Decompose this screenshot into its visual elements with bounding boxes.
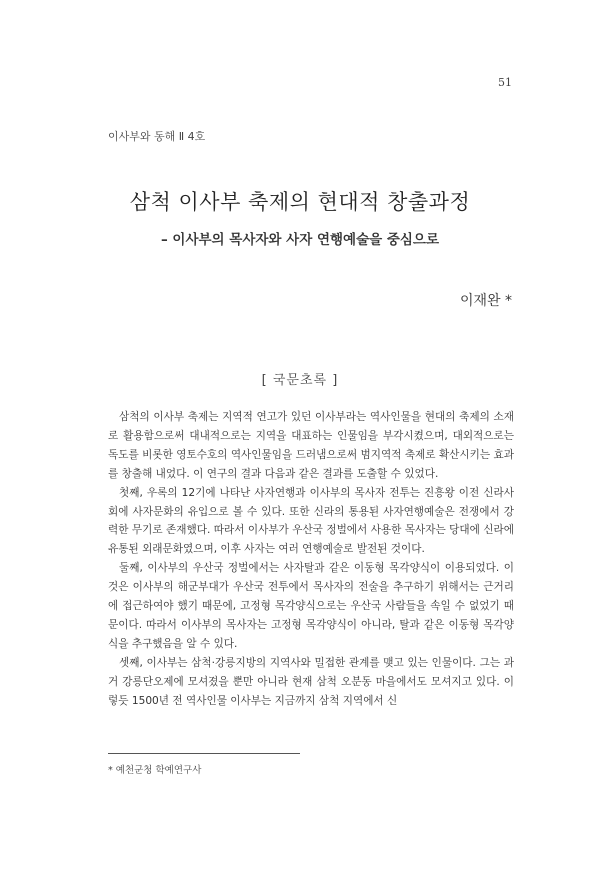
abstract-paragraph: 첫째, 우록의 12기에 나타난 사자연행과 이사부의 목사자 전투는 진흥왕 이전 신라사회에 사자문화의 유입으로 볼 수 있다. 또한 신라의 통용된 사자연행예술은 전쟁에서 강력한 무기로 존재했다. 따라서 이사부가 우산국 정벌에서 사용한 목사자는 당대에 신라에 유통된 외래문화였으며, 이후 사자는 여러 연행예술로 발전된 것이다. xyxy=(108,486,514,556)
page-number: 51 xyxy=(498,76,512,89)
abstract-paragraph: 셋째, 이사부는 삼척·강릉지방의 지역사와 밀접한 관계를 맺고 있는 인물이다. 그는 과거 강릉단오제에 모셔졌을 뿐만 아니라 현재 삼척 오분동 마을에서도 모셔지고 있다. 이렇듯 1500년 전 역사인물 이사부는 지금까지 삼척 지역에서 신 xyxy=(108,656,514,707)
title-block xyxy=(0,186,600,248)
abstract-paragraph: 둘째, 이사부의 우산국 정벌에서는 사자탈과 같은 이동형 목각양식이 이용되었다. 이것은 이사부의 해군부대가 우산국 전투에서 목사자의 전술을 추구하기 위해서는 근거리에 접근하여야 했기 때문에, 고정형 목각양식으로는 우산국 사람들을 속일 수 없었기 때문이다. 따라서 이사부의 목사자는 고정형 목각양식이 아니라, 탈과 같은 이동형 목각양식을 추구했음을 알 수 있다. xyxy=(108,562,514,650)
paper-subtitle: – 이사부의 목사자와 사자 연행예술을 중심으로 xyxy=(160,232,440,248)
footnote: * 예천군청 학예연구사 xyxy=(108,765,202,776)
author-name: 이재완 * xyxy=(459,293,512,309)
running-header: 이사부와 동해 Ⅱ 4호 xyxy=(108,130,206,143)
abstract-heading: [ 국문초록 ] xyxy=(261,373,339,388)
paper-title: 삼척 이사부 축제의 현대적 창출과정 xyxy=(129,190,471,214)
footnote-divider xyxy=(108,753,300,754)
abstract-paragraph: 삼척의 이사부 축제는 지역적 연고가 있던 이사부라는 역사인물을 현대의 축제의 소재로 활용함으로써 대내적으로는 지역을 대표하는 인물임을 부각시켰으며, 대외적으로는 독도를 비롯한 영토수호의 역사인물임을 드러냄으로써 범지역적 축제로 확산시키는 효과를 창출해 내었다. 이 연구의 결과 다음과 같은 결과를 도출할 수 있었다. xyxy=(108,411,514,480)
abstract-body xyxy=(108,408,514,711)
